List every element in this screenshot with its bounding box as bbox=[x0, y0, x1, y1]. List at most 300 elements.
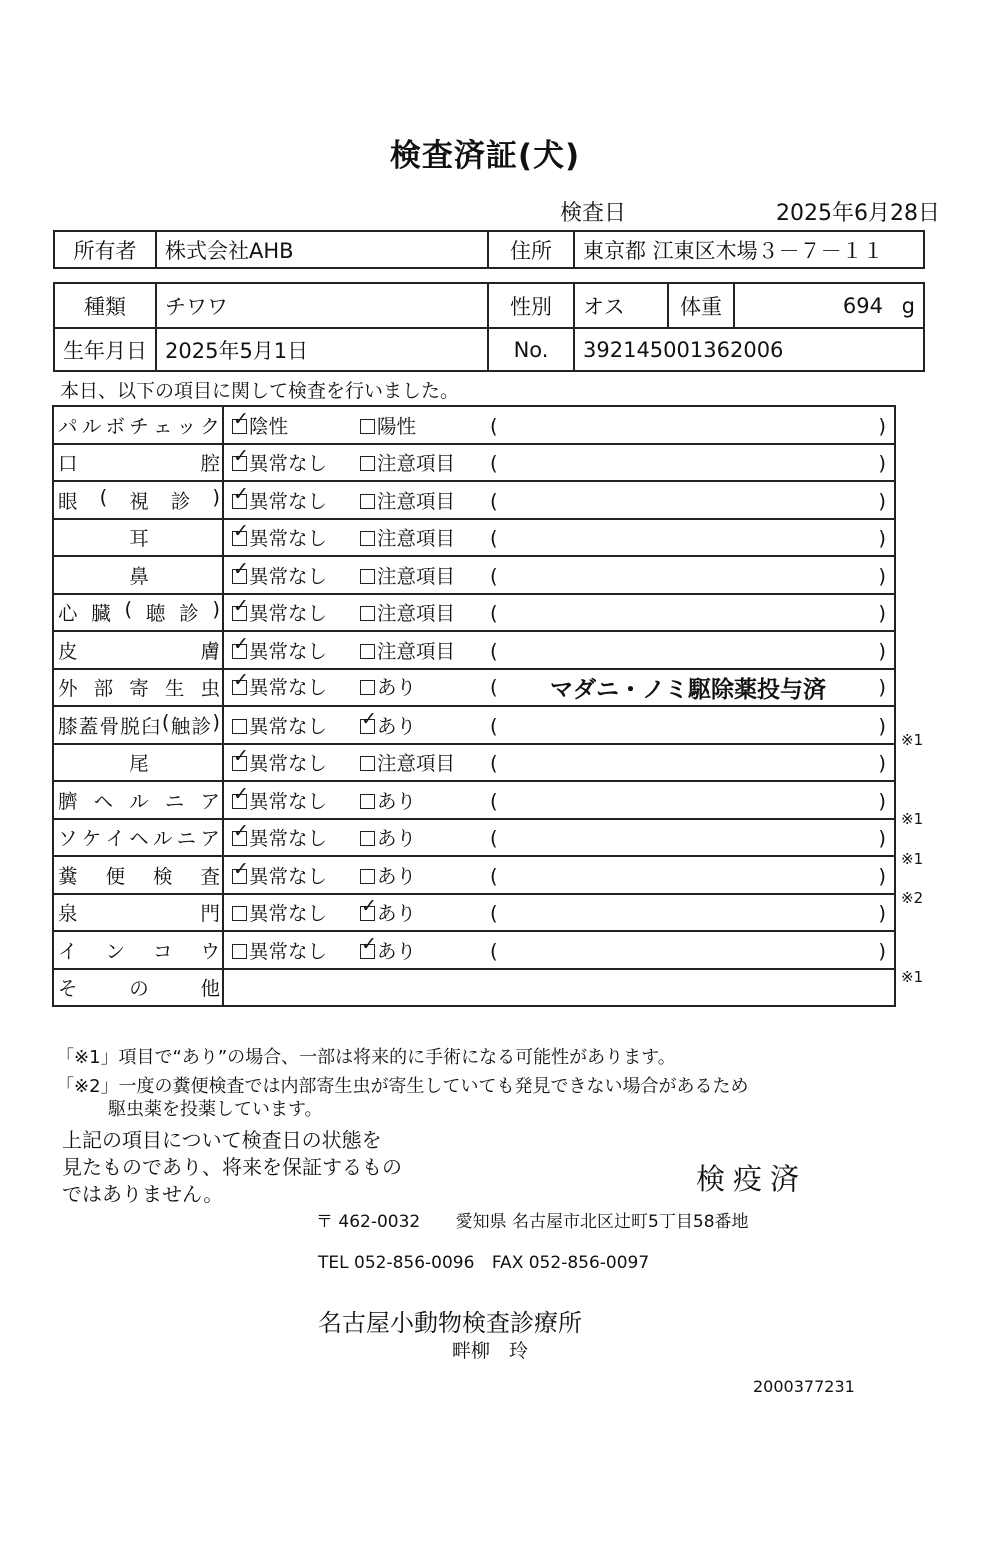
checked-box-icon[interactable] bbox=[232, 419, 247, 434]
contact-line bbox=[318, 1253, 649, 1273]
item-name bbox=[58, 711, 220, 739]
item-char: 虫 bbox=[200, 677, 220, 701]
weight-unit: g bbox=[901, 293, 915, 318]
item-char: パ bbox=[58, 414, 78, 438]
option-label: 異常なし bbox=[249, 564, 328, 588]
option-abnormal bbox=[360, 523, 490, 551]
check-row bbox=[53, 706, 895, 744]
paren-close: ) bbox=[878, 752, 886, 776]
owner-value: 株式会社AHB bbox=[156, 231, 488, 268]
sex-value: オス bbox=[574, 283, 668, 328]
inspection-date-label: 検査日 bbox=[560, 201, 627, 226]
check-row bbox=[53, 931, 895, 969]
paren-open: ( bbox=[490, 714, 498, 738]
option-label: 注意項目 bbox=[377, 489, 456, 513]
note-field bbox=[490, 827, 886, 850]
number-label: No. bbox=[488, 328, 574, 371]
clinic-address-line bbox=[316, 1207, 749, 1232]
option-normal bbox=[224, 711, 360, 739]
item-name: 尾 bbox=[129, 752, 149, 776]
other-label bbox=[58, 973, 220, 1001]
option-label: 異常なし bbox=[249, 752, 328, 776]
sex-label: 性別 bbox=[488, 283, 574, 328]
item-char: ル bbox=[129, 789, 149, 813]
option-label: 注意項目 bbox=[377, 452, 456, 476]
option-abnormal bbox=[360, 598, 490, 626]
checkbox-icon[interactable] bbox=[232, 906, 247, 921]
checkbox-icon[interactable] bbox=[360, 794, 375, 809]
item-char: ソ bbox=[58, 827, 78, 851]
item-name bbox=[58, 411, 220, 439]
option-normal bbox=[224, 823, 360, 851]
option-abnormal bbox=[360, 823, 490, 851]
paren-open: ( bbox=[490, 602, 498, 626]
paren-close: ) bbox=[878, 602, 886, 626]
item-result-cell bbox=[223, 406, 895, 444]
clinic-name: 名古屋小動物検査診療所 bbox=[318, 1309, 582, 1337]
checked-box-icon[interactable] bbox=[232, 756, 247, 771]
option-abnormal bbox=[360, 711, 490, 739]
item-name bbox=[58, 673, 220, 701]
option-label: 異常なし bbox=[249, 602, 328, 626]
item-char: ( bbox=[124, 598, 133, 622]
check-row bbox=[53, 406, 895, 444]
weight-cell bbox=[734, 283, 924, 328]
check-row bbox=[53, 781, 895, 819]
note-text: マダニ・ノミ駆除薬投与済 bbox=[550, 676, 826, 703]
owner-label: 所有者 bbox=[54, 231, 156, 268]
paren-close: ) bbox=[878, 489, 886, 513]
paren-close: ) bbox=[878, 789, 886, 813]
item-char: 査 bbox=[200, 864, 220, 888]
paren-open: ( bbox=[490, 639, 498, 663]
option-label: 異常なし bbox=[249, 714, 328, 738]
birth-value: 2025年5月1日 bbox=[156, 328, 488, 371]
option-label: あり bbox=[377, 675, 417, 699]
checkbox-icon[interactable] bbox=[360, 756, 375, 771]
footnote-1: 「※1」項目で“あり”の場合、一部は将来的に手術になる可能性があります。 bbox=[56, 1047, 676, 1068]
checkbox-icon[interactable] bbox=[232, 719, 247, 734]
item-char: ケ bbox=[81, 827, 102, 851]
check-row bbox=[53, 856, 895, 894]
option-normal bbox=[224, 411, 360, 439]
option-label: あり bbox=[377, 939, 417, 963]
note-field bbox=[490, 715, 886, 738]
check-row bbox=[53, 556, 895, 594]
checkbox-icon[interactable] bbox=[360, 569, 375, 584]
checkbox-icon[interactable] bbox=[360, 869, 375, 884]
item-result-cell bbox=[223, 744, 895, 782]
breed-value: チワワ bbox=[156, 283, 488, 328]
note-field bbox=[490, 865, 886, 888]
checked-box-icon[interactable] bbox=[360, 719, 375, 734]
item-char: 臼 bbox=[141, 714, 161, 738]
checked-box-icon[interactable] bbox=[232, 606, 247, 621]
option-abnormal bbox=[360, 898, 490, 926]
checked-box-icon[interactable] bbox=[232, 680, 247, 695]
note-field bbox=[490, 940, 886, 963]
option-label: 陽性 bbox=[377, 414, 417, 438]
item-char: ア bbox=[200, 789, 220, 813]
breed-label: 種類 bbox=[54, 283, 156, 328]
item-name bbox=[58, 636, 220, 664]
check-row bbox=[53, 669, 895, 707]
item-char: 便 bbox=[105, 864, 125, 888]
item-char: 生 bbox=[164, 677, 185, 701]
item-result-cell bbox=[223, 556, 895, 594]
note-field bbox=[490, 527, 886, 550]
check-row bbox=[53, 594, 895, 632]
option-normal bbox=[224, 636, 360, 664]
option-label: あり bbox=[377, 789, 417, 813]
option-label: 注意項目 bbox=[377, 564, 456, 588]
item-char: ボ bbox=[105, 414, 125, 438]
item-char: の bbox=[129, 977, 149, 1001]
item-name-cell bbox=[53, 444, 223, 482]
item-char: 蓋 bbox=[78, 714, 99, 738]
option-abnormal bbox=[360, 448, 490, 476]
option-normal bbox=[224, 748, 360, 776]
intro-text: 本日、以下の項目に関して検査を行いました。 bbox=[60, 380, 460, 402]
paren-close: ) bbox=[878, 527, 886, 551]
checked-box-icon[interactable] bbox=[232, 869, 247, 884]
item-result-cell bbox=[223, 594, 895, 632]
item-char: 臍 bbox=[58, 789, 78, 813]
item-name-cell bbox=[53, 406, 223, 444]
option-label: あり bbox=[377, 902, 417, 926]
option-normal bbox=[224, 598, 360, 626]
option-label: 異常なし bbox=[249, 639, 328, 663]
paren-open: ( bbox=[490, 864, 498, 888]
paren-close: ) bbox=[878, 714, 886, 738]
footnote-marker: ※1 bbox=[901, 849, 924, 868]
item-char: ( bbox=[99, 485, 108, 509]
option-normal bbox=[224, 523, 360, 551]
option-normal bbox=[224, 448, 360, 476]
option-label: 異常なし bbox=[249, 452, 328, 476]
item-char: 視 bbox=[129, 489, 149, 513]
option-label: 異常なし bbox=[249, 827, 328, 851]
option-abnormal bbox=[360, 786, 490, 814]
option-normal bbox=[224, 786, 360, 814]
checked-box-icon[interactable] bbox=[232, 569, 247, 584]
item-name-cell bbox=[53, 556, 223, 594]
option-normal bbox=[224, 936, 360, 964]
checkbox-icon[interactable] bbox=[360, 456, 375, 471]
paren-close: ) bbox=[878, 902, 886, 926]
owner-table bbox=[53, 230, 925, 269]
item-char: イ bbox=[58, 939, 78, 963]
footnote-2-line-2: 駆虫薬を投薬しています。 bbox=[108, 1099, 323, 1120]
checked-box-icon[interactable] bbox=[360, 906, 375, 921]
option-label: 注意項目 bbox=[377, 602, 456, 626]
item-char: 腔 bbox=[200, 452, 220, 476]
footnote-marker: ※1 bbox=[901, 810, 924, 828]
checked-box-icon[interactable] bbox=[232, 531, 247, 546]
option-normal bbox=[224, 898, 360, 926]
item-char: ) bbox=[212, 485, 220, 509]
item-char: チ bbox=[129, 414, 149, 438]
check-row bbox=[53, 631, 895, 669]
item-name-cell bbox=[53, 894, 223, 932]
item-char: ヘ bbox=[129, 827, 149, 851]
option-label: 異常なし bbox=[249, 527, 328, 551]
paren-open: ( bbox=[490, 827, 498, 851]
inspection-checklist bbox=[52, 405, 896, 1007]
check-row bbox=[53, 744, 895, 782]
option-abnormal bbox=[360, 561, 490, 589]
option-normal bbox=[224, 861, 360, 889]
note-field bbox=[490, 565, 886, 588]
option-normal bbox=[224, 561, 360, 589]
note-field bbox=[490, 671, 886, 704]
option-label: 注意項目 bbox=[377, 752, 456, 776]
item-char: そ bbox=[58, 977, 78, 1001]
item-char: 膚 bbox=[200, 639, 220, 663]
item-char: 検 bbox=[152, 864, 173, 888]
item-char: ン bbox=[105, 939, 125, 963]
paren-open: ( bbox=[490, 452, 498, 476]
item-name bbox=[58, 786, 220, 814]
option-abnormal bbox=[360, 672, 490, 700]
birth-label: 生年月日 bbox=[54, 328, 156, 371]
paren-close: ) bbox=[878, 452, 886, 476]
disclaimer-line: ではありません。 bbox=[62, 1182, 224, 1206]
fax-number: FAX 052-856-0097 bbox=[491, 1253, 650, 1273]
item-char: 診 bbox=[170, 489, 191, 513]
item-result-cell bbox=[223, 931, 895, 969]
item-name bbox=[58, 448, 220, 476]
paren-close: ) bbox=[878, 827, 886, 851]
paren-close: ) bbox=[878, 639, 886, 663]
item-char: 診 bbox=[191, 714, 212, 738]
option-label: 異常なし bbox=[249, 675, 328, 699]
item-name: 鼻 bbox=[129, 564, 149, 588]
checked-box-icon[interactable] bbox=[232, 456, 247, 471]
checked-box-icon[interactable] bbox=[232, 494, 247, 509]
option-label: 注意項目 bbox=[377, 527, 456, 551]
weight-value: 694 bbox=[842, 293, 883, 318]
item-name bbox=[58, 823, 220, 851]
paren-close: ) bbox=[878, 414, 886, 438]
disclaimer-line: 上記の項目について検査日の状態を bbox=[62, 1128, 382, 1152]
item-char: 糞 bbox=[58, 864, 78, 888]
option-normal bbox=[224, 672, 360, 700]
note-field bbox=[490, 415, 886, 438]
option-abnormal bbox=[360, 861, 490, 889]
checked-box-icon[interactable] bbox=[232, 831, 247, 846]
item-name bbox=[58, 898, 220, 926]
note-field bbox=[490, 452, 886, 475]
checkbox-icon[interactable] bbox=[360, 644, 375, 659]
other-value-cell bbox=[223, 969, 895, 1007]
item-name-cell bbox=[53, 594, 223, 632]
item-char: ア bbox=[200, 827, 220, 851]
item-name-cell bbox=[53, 744, 223, 782]
address-label: 住所 bbox=[488, 231, 574, 268]
item-char: 心 bbox=[58, 602, 78, 626]
address-value: 東京都 江東区木場３－７－１１ bbox=[574, 231, 924, 268]
paren-open: ( bbox=[490, 675, 498, 699]
item-result-cell bbox=[223, 894, 895, 932]
item-result-cell bbox=[223, 444, 895, 482]
checkbox-icon[interactable] bbox=[360, 419, 375, 434]
option-label: 異常なし bbox=[249, 864, 328, 888]
item-result-cell bbox=[223, 781, 895, 819]
item-name-cell bbox=[53, 519, 223, 557]
weight-label: 体重 bbox=[668, 283, 734, 328]
serial-number: 2000377231 bbox=[753, 1377, 855, 1396]
paren-open: ( bbox=[490, 752, 498, 776]
item-char: ヘ bbox=[93, 789, 114, 813]
item-char: 臓 bbox=[91, 602, 111, 626]
paren-close: ) bbox=[878, 939, 886, 963]
item-char: ク bbox=[200, 414, 220, 438]
item-char: ッ bbox=[176, 414, 197, 438]
option-abnormal bbox=[360, 748, 490, 776]
item-name bbox=[58, 861, 220, 889]
paren-open: ( bbox=[490, 902, 498, 926]
check-row bbox=[53, 444, 895, 482]
item-result-cell bbox=[223, 706, 895, 744]
footnote-marker: ※1 bbox=[901, 968, 924, 986]
checked-box-icon[interactable] bbox=[232, 644, 247, 659]
animal-table bbox=[53, 282, 925, 372]
check-row bbox=[53, 894, 895, 932]
checkbox-icon[interactable] bbox=[360, 680, 375, 695]
footnote-2-line-1: 「※2」一度の糞便検査では内部寄生虫が寄生していても発見できない場合があるため bbox=[56, 1076, 749, 1097]
item-name: 耳 bbox=[129, 527, 149, 551]
note-field bbox=[490, 902, 886, 925]
note-field bbox=[490, 752, 886, 775]
paren-open: ( bbox=[490, 939, 498, 963]
checkbox-icon[interactable] bbox=[360, 831, 375, 846]
item-char: 門 bbox=[200, 902, 220, 926]
item-char: 眼 bbox=[58, 489, 78, 513]
option-abnormal bbox=[360, 411, 490, 439]
item-name-cell bbox=[53, 631, 223, 669]
paren-open: ( bbox=[490, 789, 498, 813]
item-char: コ bbox=[152, 939, 173, 963]
footnote-marker: ※1 bbox=[901, 731, 924, 749]
option-label: 陰性 bbox=[249, 414, 289, 438]
item-name-cell bbox=[53, 669, 223, 707]
item-char: ル bbox=[152, 827, 173, 851]
postal-code: 〒 462-0032 bbox=[316, 1212, 421, 1232]
item-char: 皮 bbox=[58, 639, 78, 663]
other-label-cell bbox=[53, 969, 223, 1007]
inspection-date: 2025年6月28日 bbox=[776, 201, 940, 226]
item-name-cell bbox=[53, 481, 223, 519]
disclaimer bbox=[62, 1127, 402, 1208]
item-result-cell bbox=[223, 669, 895, 707]
item-char: ) bbox=[212, 710, 220, 734]
option-label: 注意項目 bbox=[377, 639, 456, 663]
item-char: ウ bbox=[200, 939, 220, 963]
item-result-cell bbox=[223, 519, 895, 557]
checkbox-icon[interactable] bbox=[360, 606, 375, 621]
checked-box-icon[interactable] bbox=[360, 944, 375, 959]
option-label: 異常なし bbox=[249, 789, 328, 813]
item-char: 膝 bbox=[58, 714, 78, 738]
item-name-cell bbox=[53, 856, 223, 894]
item-name bbox=[58, 598, 220, 626]
clinic-address: 愛知県 名古屋市北区辻町5丁目58番地 bbox=[455, 1212, 749, 1232]
item-char: 他 bbox=[200, 977, 220, 1001]
item-result-cell bbox=[223, 481, 895, 519]
option-label: 異常なし bbox=[249, 489, 328, 513]
item-char: ) bbox=[212, 598, 220, 622]
item-char: イ bbox=[105, 827, 125, 851]
note-field bbox=[490, 640, 886, 663]
check-row bbox=[53, 519, 895, 557]
item-name-cell bbox=[53, 781, 223, 819]
paren-open: ( bbox=[490, 414, 498, 438]
option-abnormal bbox=[360, 636, 490, 664]
item-char: ニ bbox=[176, 827, 197, 851]
item-char: ( bbox=[161, 710, 170, 734]
item-char: 触 bbox=[170, 714, 191, 738]
note-field bbox=[490, 490, 886, 513]
disclaimer-line: 見たものであり、将来を保証するもの bbox=[62, 1155, 402, 1179]
item-char: 外 bbox=[58, 677, 78, 701]
paren-open: ( bbox=[490, 564, 498, 588]
checkbox-icon[interactable] bbox=[360, 494, 375, 509]
item-char: 口 bbox=[58, 452, 78, 476]
phone-number: TEL 052-856-0096 bbox=[318, 1253, 475, 1273]
item-name bbox=[58, 486, 220, 514]
item-result-cell bbox=[223, 631, 895, 669]
number-value: 392145001362006 bbox=[574, 328, 924, 371]
option-label: 異常なし bbox=[249, 902, 328, 926]
checked-box-icon[interactable] bbox=[232, 794, 247, 809]
paren-close: ) bbox=[878, 675, 886, 699]
item-char: ェ bbox=[152, 414, 173, 438]
option-label: あり bbox=[377, 714, 417, 738]
item-result-cell bbox=[223, 819, 895, 857]
option-abnormal bbox=[360, 486, 490, 514]
option-normal bbox=[224, 486, 360, 514]
check-row bbox=[53, 481, 895, 519]
item-char: ル bbox=[81, 414, 102, 438]
item-name bbox=[58, 936, 220, 964]
option-label: あり bbox=[377, 864, 417, 888]
item-char: 脱 bbox=[120, 714, 140, 738]
paren-close: ) bbox=[878, 864, 886, 888]
page-title: 検査済証(犬) bbox=[389, 138, 581, 174]
paren-open: ( bbox=[490, 527, 498, 551]
check-row bbox=[53, 819, 895, 857]
note-field bbox=[490, 790, 886, 813]
item-char: 骨 bbox=[99, 714, 120, 738]
option-label: 異常なし bbox=[249, 939, 328, 963]
checkbox-icon[interactable] bbox=[360, 531, 375, 546]
item-result-cell bbox=[223, 856, 895, 894]
item-char: 診 bbox=[179, 602, 199, 626]
paren-close: ) bbox=[878, 564, 886, 588]
quarantine-stamp: 検疫済 bbox=[696, 1162, 808, 1196]
checkbox-icon[interactable] bbox=[232, 944, 247, 959]
paren-open: ( bbox=[490, 489, 498, 513]
footnote-marker: ※2 bbox=[901, 889, 924, 907]
item-name-cell bbox=[53, 931, 223, 969]
option-label: あり bbox=[377, 827, 417, 851]
item-char: 部 bbox=[93, 677, 114, 701]
item-name-cell bbox=[53, 706, 223, 744]
option-abnormal bbox=[360, 936, 490, 964]
note-field bbox=[490, 602, 886, 625]
item-char: 聴 bbox=[145, 602, 166, 626]
